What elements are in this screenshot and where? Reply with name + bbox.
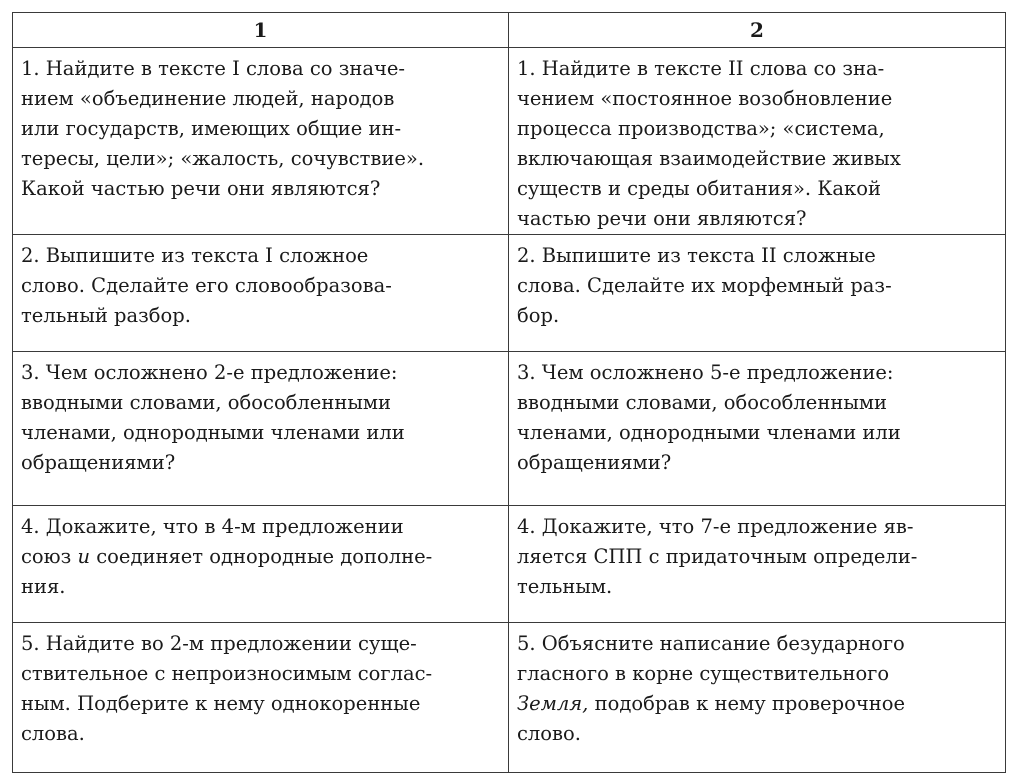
text-line (517, 689, 997, 719)
text-line: Какой частью речи они являются? (21, 177, 381, 200)
task-cell-1-1 (13, 48, 509, 235)
text-line: бор. (517, 304, 560, 327)
text-line (21, 542, 500, 572)
text-line: тересы, цели»; «жалость, сочувствие». (21, 147, 425, 170)
text-line: ствительное с непроизносимым соглас- (21, 662, 433, 685)
text-line: 3. Чем осложнено 5-е предложение: (517, 361, 894, 384)
text-line: 3. Чем осложнено 2-е предложение: (21, 361, 398, 384)
task-cell-3-1 (13, 352, 509, 506)
text-line: членами, однородными членами или (517, 421, 901, 444)
text-line: тельным. (517, 575, 613, 598)
text-line: нием «объединение людей, народов (21, 87, 395, 110)
text-line: 5. Найдите во 2-м предложении суще- (21, 632, 417, 655)
task-cell-4-2 (509, 506, 1006, 623)
text-line: членами, однородными членами или (21, 421, 405, 444)
text-line: 4. Докажите, что в 4-м предложении (21, 515, 404, 538)
task-cell-4-1 (13, 506, 509, 623)
text-line: слова. (21, 722, 85, 745)
table-row (13, 352, 1006, 506)
text-line: тельный разбор. (21, 304, 191, 327)
table-row (13, 48, 1006, 235)
text-line: чением «постоянное возобновление (517, 87, 893, 110)
task-cell-1-2 (509, 48, 1006, 235)
text-line: 2. Выпишите из текста I сложное (21, 244, 369, 267)
text-fragment: подобрав к нему проверочное (588, 692, 905, 715)
italic-word: и (77, 545, 91, 568)
task-cell-5-2 (509, 623, 1006, 773)
text-line: 1. Найдите в тексте II слова со зна- (517, 57, 885, 80)
text-line: существ и среды обитания». Какой (517, 177, 881, 200)
text-line: вводными словами, обособленными (517, 391, 888, 414)
text-line: гласного в корне существительного (517, 662, 890, 685)
text-fragment: соединяет однородные дополне- (90, 545, 433, 568)
text-line: 1. Найдите в тексте I слова со значе- (21, 57, 405, 80)
text-line: слова. Сделайте их морфемный раз- (517, 274, 892, 297)
task-cell-2-2 (509, 235, 1006, 352)
text-line: ным. Подберите к нему однокоренные (21, 692, 421, 715)
text-line: вводными словами, обособленными (21, 391, 392, 414)
text-line: ляется СПП с придаточным определи- (517, 545, 918, 568)
text-line: или государств, имеющих общие ин- (21, 117, 402, 140)
text-line: 5. Объясните написание безударного (517, 632, 905, 655)
table-row (13, 623, 1006, 773)
column-header-1: 1 (13, 13, 509, 48)
text-fragment: союз (21, 545, 78, 568)
text-line: обращениями? (517, 451, 672, 474)
text-line: ния. (21, 575, 66, 598)
table-row (13, 506, 1006, 623)
text-line: процесса производства»; «система, (517, 117, 885, 140)
task-cell-2-1 (13, 235, 509, 352)
italic-word: Земля, (517, 692, 589, 715)
text-line: включающая взаимодействие живых (517, 147, 901, 170)
text-line: 4. Докажите, что 7-е предложение яв- (517, 515, 914, 538)
table-row (13, 235, 1006, 352)
task-cell-5-1 (13, 623, 509, 773)
task-cell-3-2 (509, 352, 1006, 506)
column-header-2: 2 (509, 13, 1006, 48)
text-line: обращениями? (21, 451, 176, 474)
header-row (13, 13, 1006, 48)
tasks-table (12, 12, 1006, 773)
text-line: 2. Выпишите из текста II сложные (517, 244, 876, 267)
text-line: слово. (517, 722, 581, 745)
text-line: частью речи они являются? (517, 207, 807, 230)
text-line: слово. Сделайте его словообразова- (21, 274, 392, 297)
